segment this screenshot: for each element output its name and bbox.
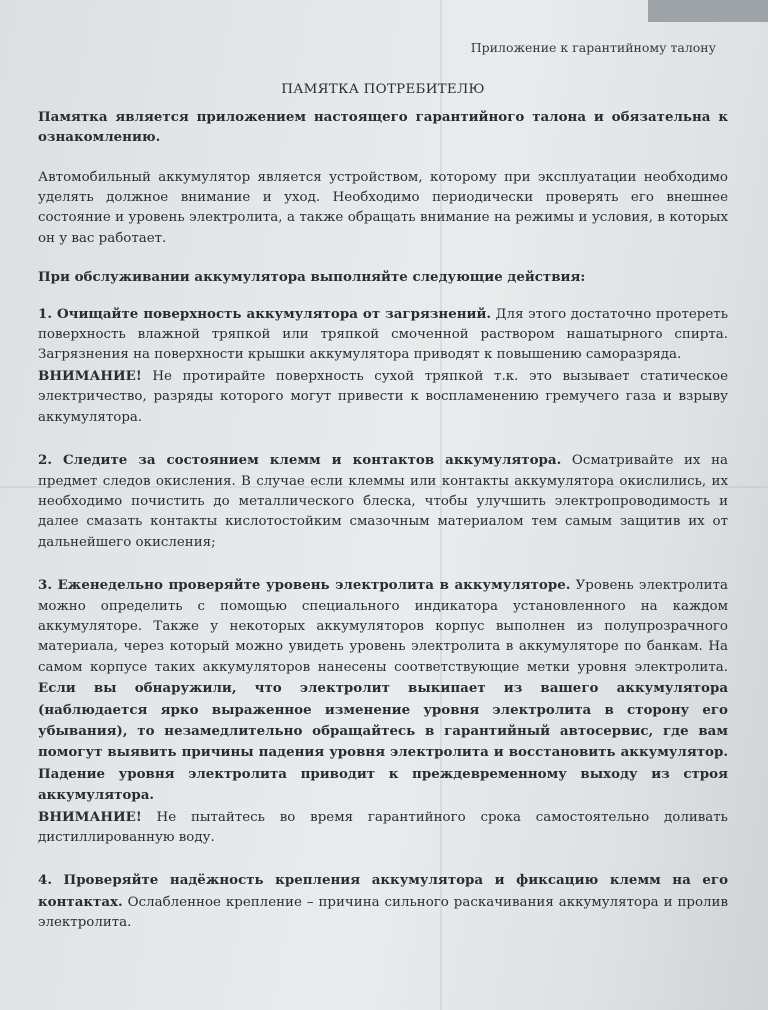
warning-label: ВНИМАНИЕ! xyxy=(38,367,142,384)
intro-bold-paragraph: Памятка является приложением настоящего гарантийного талона и обязательна к ознакомлению. xyxy=(38,108,728,146)
item-heading: 3. Еженедельно проверяйте уровень электролита в аккумуляторе. xyxy=(38,577,571,594)
instruction-item-3 xyxy=(38,575,728,848)
lead-paragraph: При обслуживании аккумулятора выполняйте следующие действия: xyxy=(38,269,586,286)
item-heading: 2. Следите за состоянием клемм и контактов аккумулятора. xyxy=(38,452,562,469)
item-text: Осматривайте их на предмет следов окисления. В случае если клеммы или контакты аккумулятора окислились, их необходимо почистить до металлического блеска, чтобы улучшить электропроводимость и далее смазать контакты кислотостойким смазочным материалом тем самым защитив их от дальнейшего окисления; xyxy=(38,453,728,550)
item-bold-text: Если вы обнаружили, что электролит выкипает из вашего аккумулятора (наблюдается ярко выраженное изменение уровня электролита в сторону его убывания), то незамедлительно обращайтесь в гарантийный автосервис, где вам помогут выявить причины падения уровня электролита и восстановить аккумулятор. Падение уровня электролита приводит к преждевременному выходу из строя аккумулятора. xyxy=(38,680,728,804)
item-text: Уровень электролита можно определить с помощью специального индикатора установленного на каждом аккумуляторе. Также у некоторых аккумуляторов корпус выполнен из полупрозрачного материала, через который можно увидеть уровень электролита в аккумуляторе по банкам. На самом корпусе таких аккумуляторов нанесены соответствующие метки уровня электролита. xyxy=(38,578,728,675)
document-title: ПАМЯТКА ПОТРЕБИТЕЛЮ xyxy=(281,82,485,98)
item-heading: 1. Очищайте поверхность аккумулятора от загрязнений. xyxy=(38,305,492,322)
item-heading: 4. Проверяйте надёжность крепления аккумулятора и фиксацию клемм на его контактах. xyxy=(38,872,728,910)
background-corner xyxy=(648,0,768,22)
warning-label: ВНИМАНИЕ! xyxy=(38,808,142,825)
header-note: Приложение к гарантийному талону xyxy=(470,40,716,55)
item-warning: Не пытайтесь во время гарантийного срока самостоятельно доливать дистиллированную воду. xyxy=(38,809,728,845)
document-sheet xyxy=(38,38,728,956)
item-text: Для этого достаточно протереть поверхность влажной тряпкой или тряпкой смоченной раствором нашатырного спирта. Загрязнения на поверхности крышки аккумулятора приводят к повышению саморазряда. xyxy=(38,306,728,363)
instruction-item-1 xyxy=(38,304,728,428)
item-warning: Не протирайте поверхность сухой тряпкой т.к. это вызывает статическое электричество, разряды которого могут привести к воспламенению гремучего газа и взрыву аккумулятора. xyxy=(38,368,728,425)
instruction-item-4 xyxy=(38,870,728,933)
intro-paragraph: Автомобильный аккумулятор является устройством, которому при эксплуатации необходимо уделять должное внимание и уход. Необходимо периодически проверять его внешнее состояние и уровень электролита, а также обращать внимание на режимы и условия, в которых он у вас работает. xyxy=(38,169,728,246)
instruction-item-2 xyxy=(38,450,728,553)
item-text: Ослабленное крепление – причина сильного раскачивания аккумулятора и пролив электролита. xyxy=(38,894,729,931)
